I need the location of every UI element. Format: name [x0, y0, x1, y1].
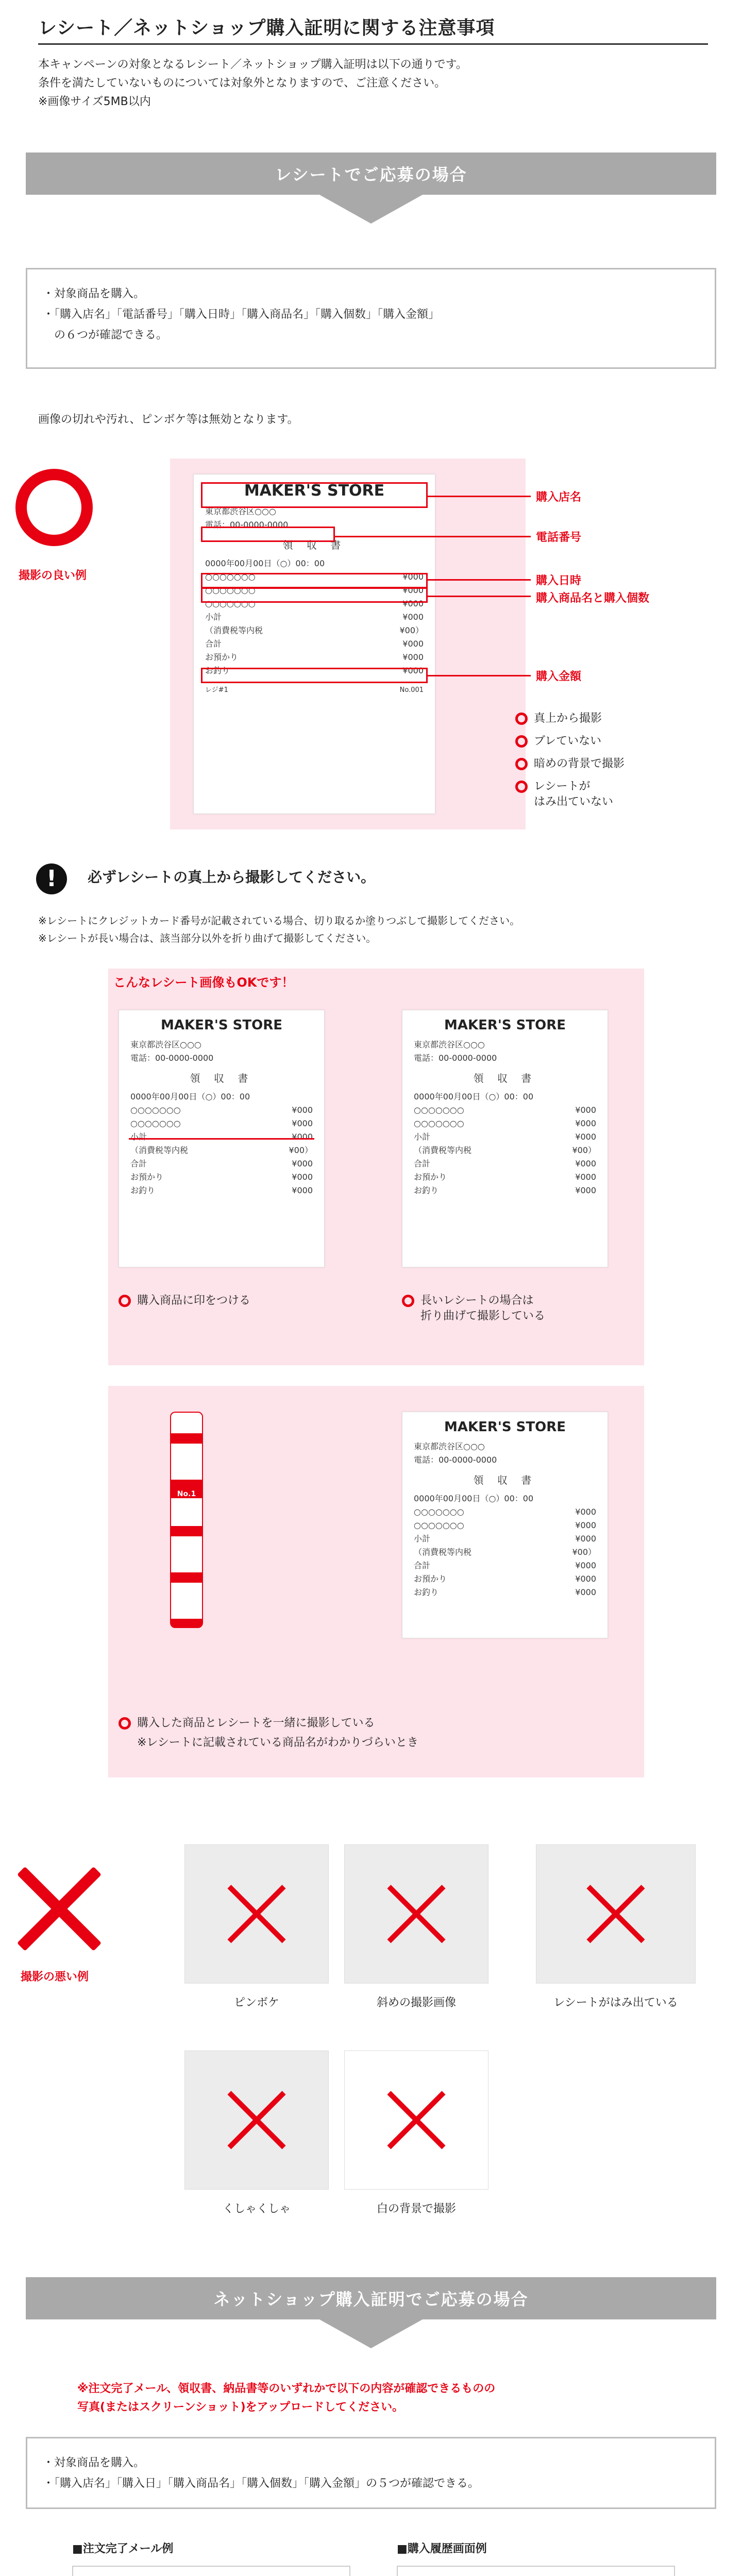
checklist-item: ブレていない	[515, 734, 601, 749]
down-arrow-icon	[319, 195, 423, 224]
receipt-number: No.001	[399, 686, 424, 694]
receipt-phone: 電話：00-0000-0000	[205, 520, 289, 530]
product-badge: No.1	[171, 1490, 202, 1498]
checklist-item: 真上から撮影	[515, 711, 602, 726]
net-conditions-box	[26, 2437, 716, 2509]
bad-caption: ピンボケ	[233, 1996, 279, 2009]
good-example-label: 撮影の良い例	[19, 569, 87, 582]
receipt-subtotal: 小計	[205, 612, 222, 622]
receipt-item: ○○○○○○○	[205, 599, 256, 608]
receipt-tax: （消費税等内税	[205, 625, 263, 635]
receipt-folded-sample: MAKER'S STORE 東京都渋谷区○○○ 電話：00-0000-0000 領 収 書 0000年00月00日（○）00：00 ○○○○○○○ ¥000 ○○○○○○○ ¥000 小計 ¥000 （消費税等内税 ¥00） 合計 ¥000 お預かり ¥000 お釣り ¥000	[402, 1010, 608, 1267]
condition-line: ・対象商品を購入。	[43, 2456, 145, 2469]
purchase-history-screen	[397, 2566, 675, 2576]
receipt-amount: ¥000	[402, 612, 424, 622]
receipt-change: お釣り	[205, 666, 230, 675]
bad-blurry-image	[184, 1844, 329, 1984]
bad-caption: レシートがはみ出ている	[553, 1996, 678, 2009]
bad-white-bg-image	[344, 2050, 488, 2190]
intro-text	[38, 56, 467, 111]
intro-line: 条件を満たしていないものについては対象外となりますので、ご注意ください。	[38, 77, 446, 90]
receipt-marked-sample: MAKER'S STORE 東京都渋谷区○○○ 電話：00-0000-0000 領 収 書 0000年00月00日（○）00：00 ○○○○○○○ ¥000 ○○○○○○○ ¥000 小計 ¥000 （消費税等内税 ¥00） 合計 ¥000 お預かり ¥000 お釣り ¥000	[119, 1010, 325, 1267]
intro-line: 本キャンペーンの対象となるレシート／ネットショップ購入証明は以下の通りです。	[38, 58, 467, 71]
page-title: レシート／ネットショップ購入証明に関する注意事項	[38, 18, 495, 39]
receipt-amount: ¥000	[402, 639, 424, 649]
callout-line	[428, 675, 531, 676]
callout-phone: 電話番号	[536, 531, 582, 544]
receipt-datetime: 0000年00月00日（○）00：00	[205, 558, 325, 568]
ok-ring-icon	[515, 735, 528, 748]
good-circle-icon	[15, 469, 93, 546]
receipt-item: ○○○○○○○	[205, 572, 256, 582]
receipt-conditions-box	[26, 268, 716, 369]
title-divider	[38, 43, 708, 45]
condition-line: ・対象商品を購入。	[43, 287, 145, 300]
bad-x-icon	[15, 1865, 103, 1953]
receipt-section-banner: レシートでご応募の場合	[26, 152, 716, 195]
ok-ring-icon	[119, 1717, 131, 1730]
warning-note: ※レシートにクレジットカード番号が記載されている場合、切り取るか塗りつぶして撮影してください。	[38, 914, 520, 927]
receipt-address: 東京都渋谷区○○○	[205, 506, 276, 516]
store-highlight	[201, 482, 428, 508]
receipt-with-product-sample: MAKER'S STORE 東京都渋谷区○○○ 電話：00-0000-0000 領 収 書 0000年00月00日（○）00：00 ○○○○○○○ ¥000 ○○○○○○○ ¥000 小計 ¥000 （消費税等内税 ¥00） 合計 ¥000 お預かり ¥000 お釣り ¥000	[402, 1412, 608, 1638]
ok-item: 購入した商品とレシートを一緒に撮影している	[119, 1716, 375, 1731]
marked-item-underline	[129, 1126, 314, 1140]
receipt-amount: ¥000	[402, 585, 424, 595]
ok-ring-icon	[119, 1295, 131, 1307]
exclamation-icon: !	[36, 863, 67, 894]
checklist-item: 暗めの背景で撮影	[515, 756, 625, 772]
bad-crumpled-image	[184, 2050, 329, 2190]
mail-example-heading: ■注文完了メール例	[72, 2543, 174, 2555]
receipt-store-name: MAKER'S STORE	[244, 482, 385, 500]
receipt-amount: ¥00）	[399, 625, 424, 635]
ok-item: 購入商品に印をつける	[119, 1293, 250, 1309]
callout-line	[428, 496, 531, 497]
down-arrow-icon	[319, 2319, 423, 2348]
ok-ring-icon	[515, 713, 528, 725]
overhead-warning: 必ずレシートの真上から撮影してください。	[88, 869, 376, 886]
bad-caption: 白の背景で撮影	[376, 2202, 456, 2215]
history-example-heading: ■購入履歴画面例	[397, 2543, 487, 2555]
receipt-item: ○○○○○○○	[205, 585, 256, 595]
receipt-amount: ¥000	[402, 652, 424, 662]
callout-line	[335, 536, 531, 537]
callout-datetime: 購入日時	[536, 574, 582, 587]
net-note: 写真(またはスクリーンショット)をアップロードしてください。	[77, 2401, 404, 2414]
bad-angled-image	[344, 1844, 488, 1984]
datetime-highlight	[201, 573, 428, 588]
ok-ring-icon	[515, 758, 528, 770]
receipt-amount: ¥000	[402, 666, 424, 675]
invalid-image-note: 画像の切れや汚れ、ピンボケ等は無効となります。	[38, 413, 299, 426]
ok-item-note: ※レシートに記載されている商品名がわかりづらいとき	[137, 1736, 418, 1749]
callout-line	[428, 579, 531, 581]
net-note: ※注文完了メール、領収書、納品書等のいずれかで以下の内容が確認できるものの	[77, 2382, 496, 2395]
product-stick-image	[170, 1412, 203, 1628]
callout-total: 購入金額	[536, 670, 582, 683]
receipt-sample	[193, 474, 435, 814]
bad-caption: くしゃくしゃ	[222, 2202, 291, 2215]
receipt-amount: ¥000	[402, 599, 424, 608]
callout-line	[428, 596, 531, 597]
bad-caption: 斜めの撮影画像	[376, 1996, 456, 2009]
condition-line: ・「購入店名」「購入日」「購入商品名」「購入個数」「購入金額」の５つが確認できる。	[43, 2477, 480, 2490]
receipt-deposit: お預かり	[205, 652, 239, 662]
receipt-total: 合計	[205, 639, 222, 649]
callout-store: 購入店名	[536, 491, 582, 504]
receipt-amount: ¥000	[402, 572, 424, 582]
ok-ring-icon	[402, 1295, 414, 1307]
ok-ring-icon	[515, 781, 528, 793]
condition-line: の６つが確認できる。	[43, 329, 168, 342]
bad-cropped-image	[536, 1844, 696, 1984]
total-highlight	[201, 668, 428, 683]
bad-example-label: 撮影の悪い例	[21, 1971, 89, 1984]
checklist-item: レシートが はみ出ていない	[515, 779, 613, 810]
order-mail-screen	[72, 2566, 350, 2576]
intro-line: ※画像サイズ5MB以内	[38, 95, 151, 108]
ok-item: 長いレシートの場合は 折り曲げて撮影している	[402, 1293, 545, 1324]
net-section-banner: ネットショップ購入証明でご応募の場合	[26, 2277, 716, 2319]
receipt-heading: 領 収 書	[282, 539, 346, 551]
receipt-register: レジ#1	[205, 686, 228, 694]
ok-examples-heading: こんなレシート画像もOKです！	[113, 975, 294, 990]
warning-note: ※レシートが長い場合は、該当部分以外を折り曲げて撮影してください。	[38, 932, 377, 944]
condition-line: ・「購入店名」「電話番号」「購入日時」「購入商品名」「購入個数」「購入金額」	[43, 308, 440, 321]
callout-item: 購入商品名と購入個数	[536, 592, 650, 605]
phone-highlight	[201, 527, 335, 542]
item-highlight	[201, 587, 428, 603]
